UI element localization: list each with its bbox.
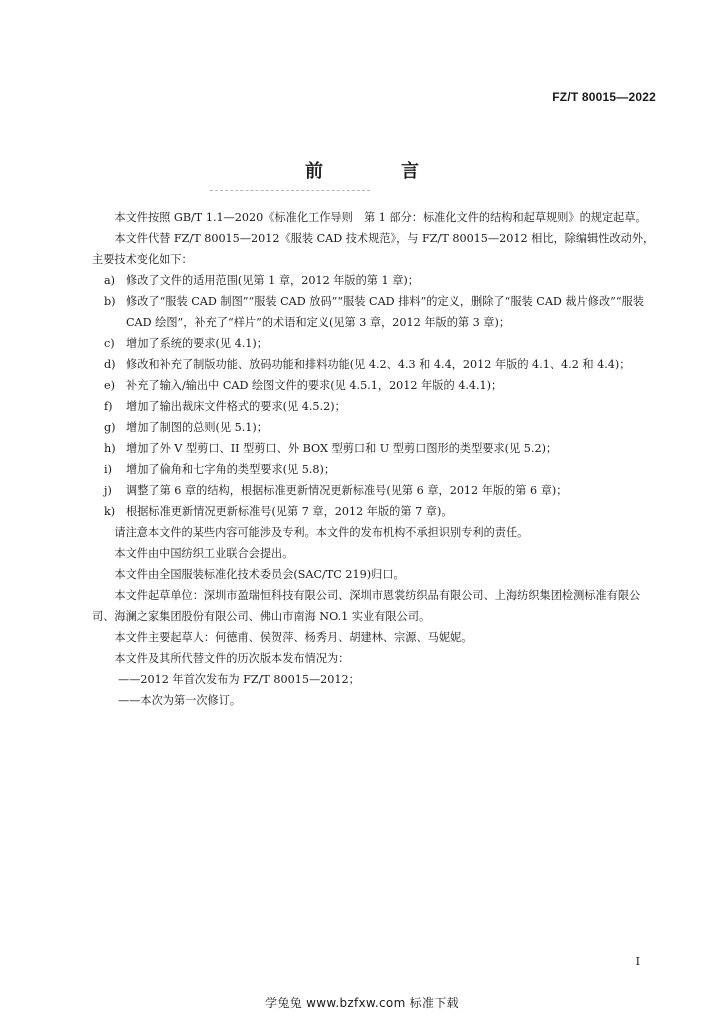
list-marker: f)	[104, 400, 113, 413]
list-marker: d)	[104, 358, 116, 371]
list-item	[92, 333, 662, 354]
proposer-note: 本文件由中国纺织工业联合会提出。	[114, 547, 294, 560]
page-number: I	[635, 955, 640, 968]
list-item-text: 修改和补充了制版功能、放码功能和排料功能(见 4.2、4.3 和 4.4，2012 年版的 4.1、4.2 和 4.4)；	[126, 358, 631, 371]
list-marker: k)	[104, 505, 116, 518]
list-item	[92, 354, 662, 375]
list-marker: j)	[104, 484, 112, 497]
foreword-body	[92, 207, 662, 711]
history-intro: 本文件及其所代替文件的历次版本发布情况为：	[114, 652, 350, 665]
page-title: 前 言	[305, 161, 449, 182]
drafting-units-note: 本文件起草单位：深圳市盈瑞恒科技有限公司、深圳市恩裳纺织品有限公司、上海纺织集团检测标准有限公司、海澜之家集团股份有限公司、佛山市南海 NO.1 实业有限公司。	[92, 589, 641, 623]
list-item	[92, 459, 662, 480]
footer-watermark: 学兔兔 www.bzfxw.com 标准下载	[265, 996, 459, 1010]
history-item: ——2012 年首次发布为 FZ/T 80015—2012；	[118, 673, 360, 686]
list-item-text: 增加了制图的总则(见 5.1)；	[126, 421, 268, 434]
list-item	[92, 375, 662, 396]
list-item	[92, 417, 662, 438]
list-item-text: 增加了系统的要求(见 4.1)；	[126, 337, 268, 350]
list-item-text: 修改了“服装 CAD 制图”“服装 CAD 放码”“服装 CAD 排料”的定义，删除了“服装 CAD 裁片修改”“服装 CAD 绘图”，补充了“样片”的术语和定义(见第 3 章，2012 年版的第 3 章)；	[126, 295, 644, 329]
list-item	[92, 270, 662, 291]
list-marker: h)	[104, 442, 116, 455]
list-item-text: 根据标准更新情况更新标准号(见第 7 章，2012 年版的第 7 章)。	[126, 505, 453, 518]
list-marker: a)	[104, 274, 116, 287]
list-marker: g)	[104, 421, 116, 434]
list-item	[92, 396, 662, 417]
list-item	[92, 291, 662, 333]
standard-code: FZ/T 80015—2022	[552, 90, 656, 104]
list-item	[92, 480, 662, 501]
list-marker: i)	[104, 463, 112, 476]
history-item: ——本次为第一次修订。	[118, 694, 242, 707]
list-item-text: 增加了外 V 型剪口、II 型剪口、外 BOX 型剪口和 U 型剪口图形的类型要求(见 5.2)；	[126, 442, 558, 455]
intro-paragraph-1: 本文件按照 GB/T 1.1—2020《标准化工作导则 第 1 部分：标准化文件的结构和起草规则》的规定起草。	[114, 211, 647, 224]
list-item-text: 增加了输出裁床文件格式的要求(见 4.5.2)；	[126, 400, 346, 413]
drafters-note: 本文件主要起草人：何德甫、侯贺萍、杨秀月、胡建林、宗源、马妮妮。	[114, 631, 473, 644]
list-marker: c)	[104, 337, 115, 350]
intro-paragraph-2: 本文件代替 FZ/T 80015—2012《服装 CAD 技术规范》，与 FZ/T 80015—2012 相比，除编辑性改动外，主要技术变化如下：	[92, 232, 655, 266]
list-marker: e)	[104, 379, 115, 392]
patent-note: 请注意本文件的某些内容可能涉及专利。本文件的发布机构不承担识别专利的责任。	[114, 526, 529, 539]
scan-artifact-line	[210, 190, 370, 192]
list-item	[92, 501, 662, 522]
list-marker: b)	[104, 295, 116, 308]
list-item-text: 增加了倫角和七字角的类型要求(见 5.8)；	[126, 463, 336, 476]
list-item-text: 调整了第 6 章的结构，根据标准更新情况更新标准号(见第 6 章，2012 年版的第 6 章)；	[126, 484, 568, 497]
list-item-text: 修改了文件的适用范围(见第 1 章，2012 年版的第 1 章)；	[126, 274, 419, 287]
list-item	[92, 438, 662, 459]
changes-list	[92, 270, 662, 522]
committee-note: 本文件由全国服装标准化技术委员会(SAC/TC 219)归口。	[114, 568, 405, 581]
list-item-text: 补充了输入/输出中 CAD 绘图文件的要求(见 4.5.1，2012 年版的 4.4.1)；	[126, 379, 503, 392]
